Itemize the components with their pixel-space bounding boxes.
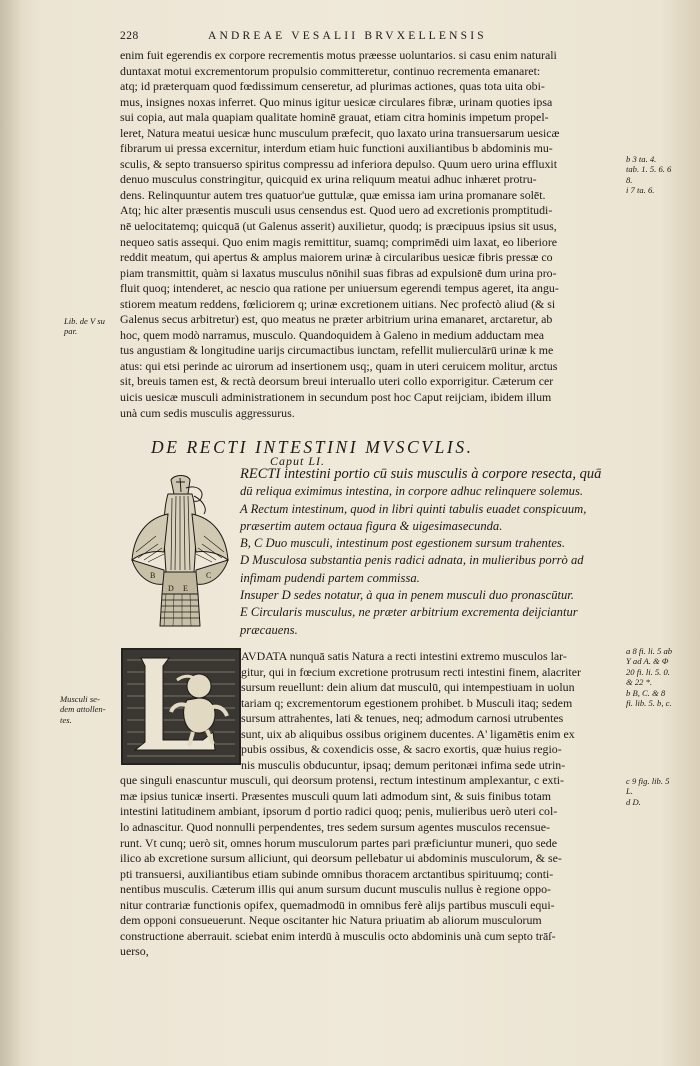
legend-line: B, C Duo musculi, intestinum post egestionem sursum trahentes. <box>240 536 565 551</box>
body-line: nequeo satis assequi. Quo enim magis remittitur, suamq; comprimēdi uim laxat, eo liberiore <box>120 234 558 249</box>
body-line: hoc, quem modò narramus, musculo. Quandoquidem à Galeno in medium adductam mea <box>120 327 544 342</box>
body-text <box>120 48 560 421</box>
chapter-line: mæ ipsius tunicæ inserti. Præsentes musculi quum lati admodum sint, & suis finibus totam <box>120 788 552 803</box>
chapter-line: sunt, uix ab aliquibus ossibus originem ducentes. A' ligamētis enim ex <box>241 726 575 741</box>
legend-line: præsertim autem octaua figura & uigesimasecunda. <box>240 518 503 533</box>
decorated-initial-l <box>121 648 241 765</box>
body-line: leret, Natura meatui uesicæ hunc musculum præfecit, quo laxato urina transuersarum uesicæ <box>120 125 560 140</box>
body-line: atq; id præterquam quod fœdissimum censeretur, ad plurimas actiones, quas tota uita obi- <box>120 79 545 94</box>
marginal-note-galen <box>64 316 105 337</box>
chapter-number: Caput LI. <box>270 454 326 468</box>
body-line: piam transmittit, quàm si laxatus musculus nōnihil suas fibras ad expulsionē dum urina pro- <box>120 265 557 280</box>
legend-line: præcauens. <box>240 622 298 637</box>
body-line: Galenus secus arbitretur) est, quo meatus ne præter arbitrium urina emanaret, arctaretur, ab <box>120 312 553 327</box>
chapter-line: lo adnascitur. Quod nonnulli perpendentes, tres sedem sursum agentes musculos recensue- <box>120 820 550 835</box>
marginal-note-line: L. <box>626 786 633 797</box>
chapter-line: nentibus musculis. Cæterum illis qui anum sursum ducunt musculis nullus è regione oppo- <box>120 882 552 897</box>
marginal-reference-1 <box>626 154 671 196</box>
figure-label-c: C <box>206 571 212 580</box>
body-line: unà cum sedis musculis aggressurus. <box>120 405 295 420</box>
body-line: tus angustiam & longitudine uarijs circumactibus iunctam, refellit mulierculārū urinæ k me <box>120 343 554 358</box>
legend-line: D Musculosa substantia penis radici adnata, in mulieribus porrò ad <box>240 553 584 568</box>
marginal-note-line: par. <box>64 326 78 337</box>
marginal-reference-3 <box>626 776 669 807</box>
chapter-line: constructione aberrauit. sciebat enim interdū à musculis octo abdominis unà cum septo trāſ- <box>120 928 556 943</box>
legend-line: Insuper D sedes notatur, à qua in penem musculi duo pronascūtur. <box>240 588 574 603</box>
marginal-note-line: Y ad A. & Φ <box>626 656 669 667</box>
body-line: atus: qui etsi perinde ac uirorum ad insertionem usq;, quam in uteri ceruicem molitur, arctus <box>120 358 558 373</box>
legend-line: infimam pudendi partem commissa. <box>240 570 420 585</box>
chapter-line: AVDATA nunquā satis Natura a recti intestini extremo musculos lar- <box>241 649 567 663</box>
marginal-note-line: 20 fi. li. 5. 0. <box>626 666 670 677</box>
legend-line: A Rectum intestinum, quod in libri quinti tabulis euadet conspicuum, <box>240 501 587 516</box>
body-line: fibrarum ui pressa excernitur, interdum etiam huic functioni auxiliantibus b abdominis mu- <box>120 141 553 156</box>
chapter-line: dem opponi consueuerunt. Neque oscitanter hic Natura priuatim ab aliorum musculorum <box>120 913 542 928</box>
marginal-note-line: b 3 ta. 4. <box>626 154 657 164</box>
figure-legend <box>240 466 601 639</box>
marginal-note-line: a 8 fi. li. 5 ab <box>626 646 673 656</box>
body-line: duntaxat motui excrementorum propulsio committeretur, continuo recrementa emanaret: <box>120 63 541 78</box>
marginal-note-line: dem attollen- <box>60 704 106 715</box>
marginal-note-line: Musculi se- <box>60 694 100 704</box>
legend-line: dū reliqua eximimus intestina, in corpore adhuc relinquere solemus. <box>240 484 584 499</box>
legend-line: E Circularis musculus, ne præter arbitrium excrementa deijciantur <box>240 605 578 620</box>
marginal-note-line: fi. lib. 5. b, c. <box>626 697 672 708</box>
figure-label-e: E <box>183 584 188 593</box>
chapter-line: gitur, qui in fœcium excretione protrusum recti intestini finem, alacriter <box>241 664 581 679</box>
body-line: enim fuit egerendis ex corpore recrementis motus præesse uoluntarios. si casu enim naturali <box>120 48 557 62</box>
page-number: 228 <box>120 30 139 42</box>
body-line: reddit meatum, qui apertus & amplus maiorem urinæ à circularibus uesicæ fibris pressæ co <box>120 250 553 265</box>
figure-label-d: D <box>168 584 174 593</box>
body-line: sculis, & septo transuerso spiritus compressu ad inferiora depulso. Quum uero urina effluxit <box>120 156 558 171</box>
marginal-note-line: 8. <box>626 174 633 185</box>
chapter-line: pubis ossibus, & coxendicis osse, & sacro exortis, quæ huius regio- <box>241 742 562 757</box>
marginal-note-line: tes. <box>60 714 72 725</box>
body-line: denuo musculus constringitur, quicquid ex urina reliquum meatui adhuc inhæret protru- <box>120 172 537 187</box>
marginal-note-line: tab. 1. 5. 6. 6 <box>626 164 672 175</box>
body-line: sui copia, aut mala quapiam qualitate hominē grauat, etiam citra hominis impetum propel- <box>120 110 549 125</box>
rectum-woodcut-figure <box>128 474 232 634</box>
running-header <box>120 30 680 48</box>
body-line: dens. Relinquuntur autem tres quatuor'ue guttulæ, quæ emissa iam urina promanare solēt. <box>120 187 546 202</box>
chapter-text <box>120 773 564 960</box>
chapter-line: nis musculis obducuntur, ipsaq; demum peritonæi infima sede utrin- <box>241 757 566 772</box>
chapter-line: sursum reuellunt: dein alium dat musculū, qui intempestiuam in uolun <box>241 680 575 695</box>
chapter-line: pti transuersi, auxiliantibus etiam subinde omnibus thoracem arctantibus spirituumq; conti- <box>120 866 554 881</box>
body-line: Atq; hic alter præsentis musculi usus censendus est. Quod uero ad excretionis promptitudi- <box>120 203 553 218</box>
body-line: stiorem meatum reddens, fœliciorem q; urinæ excretionem uitians. Nec profectò aliud (& si <box>120 296 556 311</box>
marginal-reference-2 <box>626 646 672 708</box>
legend-line: RECTI intestini portio cū suis musculis à corpore resecta, quā <box>240 466 602 482</box>
chapter-line: ilico ab excretione sursum alliciunt, qui deorsum pellebatur ui abdominis musculorum, & se- <box>120 851 562 866</box>
chapter-line: nitur contrariæ functionis opifex, quemadmodū in omnibus ferè alijs partibus musculi equi- <box>120 897 555 912</box>
decorated-initial-svg <box>123 650 239 763</box>
marginal-note-line: & 22 *. <box>626 677 653 688</box>
chapter-line: intestini latitudinem ambiant, ipsorum d portio radici quoq; penis, mulieribus uerò uteri col- <box>120 804 558 819</box>
marginal-note-line: i 7 ta. 6. <box>626 185 655 196</box>
marginal-note-line: Lib. de V su <box>64 316 105 326</box>
figure-label-b: B <box>150 571 156 580</box>
chapter-line: tariam q; excrementorum egestionem prohibet. b Musculi itaq; sedem <box>241 695 573 710</box>
body-line: nē uelocitatemq; quicquā (ut Galenus asserit) auxilietur, quodq; is præcipuus ipsius sit usus, <box>120 219 557 234</box>
body-line: uicis uesicæ musculi administrationem in secundum post hoc Caput reijciam, ibidem illum <box>120 390 552 405</box>
chapter-heading: DE RECTI INTESTINI MVSCVLIS. <box>151 437 474 457</box>
chapter-text-beside-initial <box>241 649 581 773</box>
marginal-note-line: d D. <box>626 796 641 807</box>
marginal-note-line: b B, C. & 8 <box>626 687 666 698</box>
binding-shadow <box>0 0 22 1066</box>
chapter-line: que singuli enascuntur musculi, qui deorsum protensi, rectum intestinum amplexantur, c exti- <box>120 773 565 788</box>
marginal-note-muscles <box>60 694 106 725</box>
rectum-woodcut-svg <box>128 474 232 634</box>
body-line: mus, insignes noxas inferret. Quo minus igitur uesicæ circulares fibræ, urinam quoties ipsa <box>120 94 553 109</box>
body-line: fluit quoq; intenderet, ac nescio qua ratione per uniuersum egerendi tempus ageret, ita angu- <box>120 281 559 296</box>
marginal-note-line: c 9 fig. lib. 5 <box>626 776 670 786</box>
chapter-line: runt. Vt cunq; uerò sit, omnes horum musculorum partes pari præficiuntur muneri, quo sede <box>120 835 558 850</box>
chapter-line: uerso, <box>120 944 149 959</box>
chapter-line: sursum attrahentes, lati & tenues, neq; admodum carnosi utrubentes <box>241 711 564 726</box>
running-title: ANDREAE VESALII BRVXELLENSIS <box>208 30 487 42</box>
body-line: sit, breuis tamen est, & rectà deorsum breui interuallo uteri collo exporrigitur. Cæterum cer <box>120 374 554 389</box>
